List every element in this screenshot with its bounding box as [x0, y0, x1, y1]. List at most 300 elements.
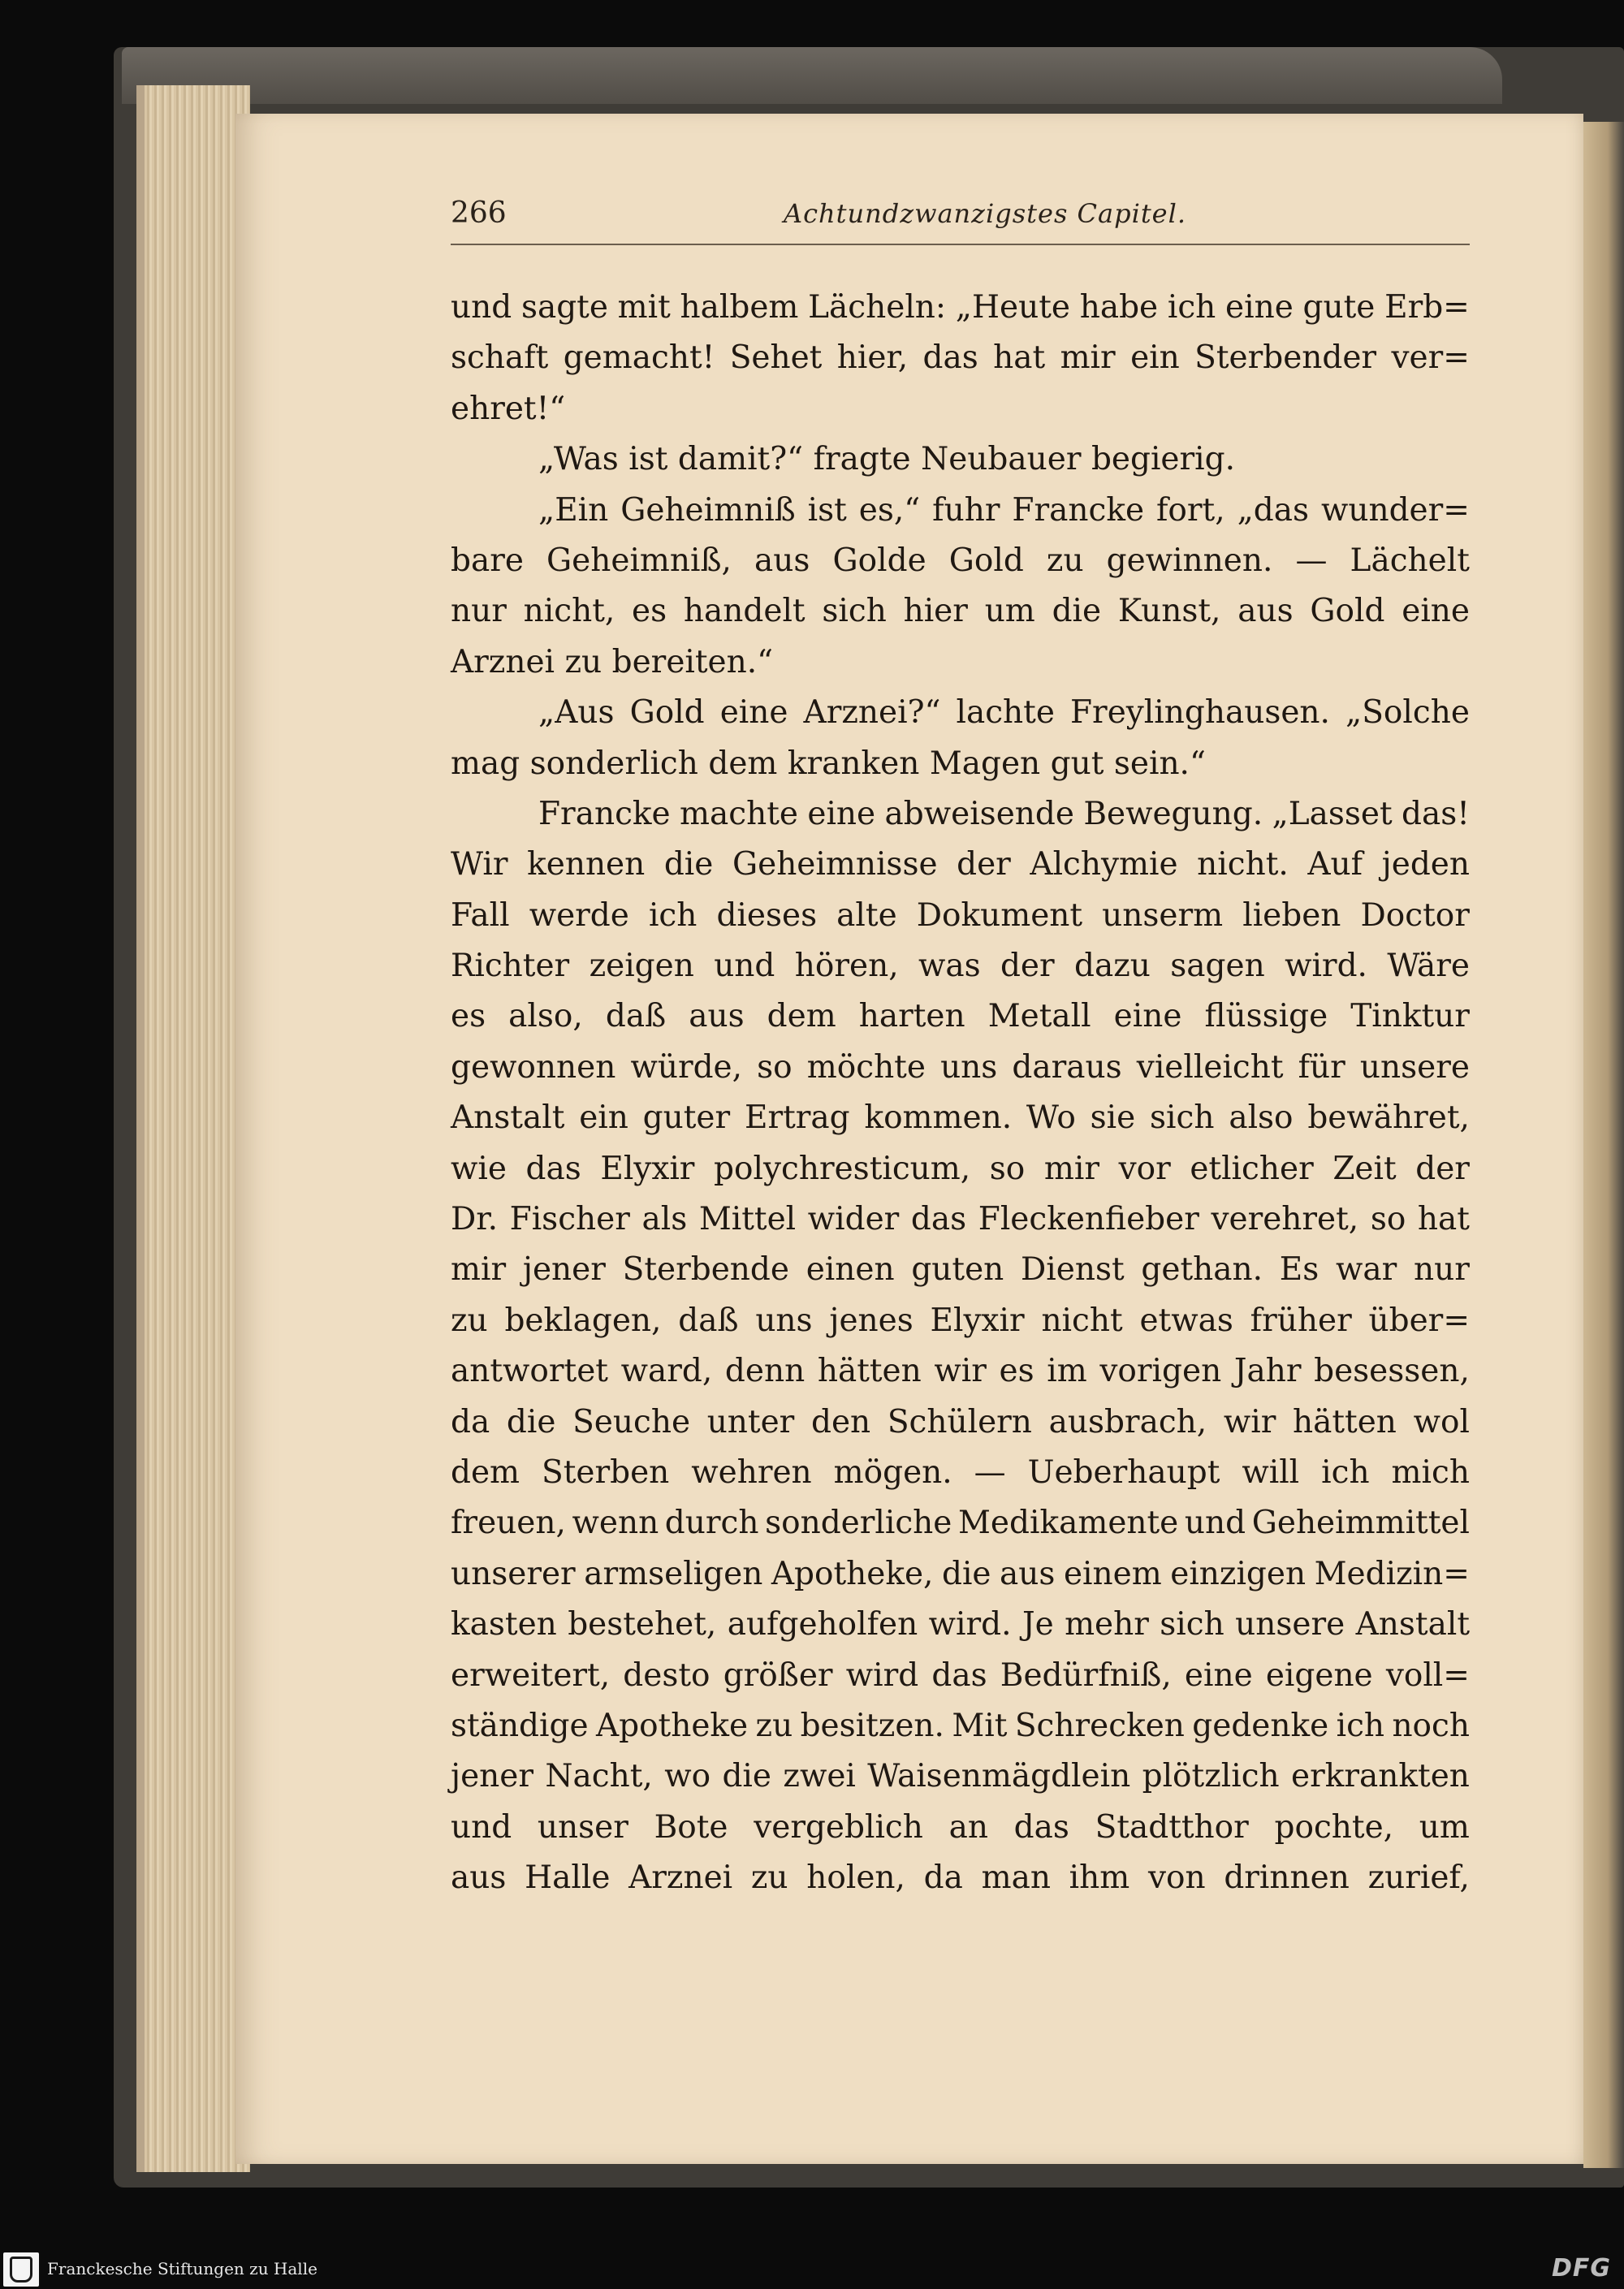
text-line: [451, 1549, 1470, 1600]
word: drinnen: [1224, 1859, 1350, 1897]
text-line: [451, 1346, 1470, 1397]
word: ich: [1321, 1453, 1370, 1491]
word: Geheimmittel: [1251, 1505, 1470, 1542]
text-line: [451, 1803, 1470, 1853]
word: „das: [1237, 491, 1310, 529]
word: den: [810, 1403, 871, 1440]
word: sich: [1160, 1606, 1224, 1643]
word: eine: [1113, 998, 1182, 1035]
word: unserm: [1102, 896, 1224, 934]
word: Dokument: [916, 896, 1083, 934]
word: Anstalt: [1355, 1606, 1470, 1643]
word: ein: [579, 1099, 628, 1137]
word: Arznei: [451, 643, 555, 680]
word: so: [757, 1048, 793, 1086]
word: mögen.: [833, 1453, 952, 1491]
word: vielleicht: [1136, 1048, 1284, 1086]
word: ver=: [1391, 339, 1470, 377]
word: sie: [1090, 1099, 1136, 1137]
word: es: [451, 998, 486, 1035]
word: Tinktur: [1350, 998, 1470, 1035]
word: Sterben: [542, 1453, 670, 1491]
word: ich: [1167, 289, 1216, 326]
text-line: [451, 333, 1470, 383]
word: Erb=: [1384, 289, 1470, 326]
word: besessen,: [1314, 1353, 1470, 1390]
word: hätten: [817, 1353, 922, 1390]
word: noch: [1392, 1707, 1470, 1744]
francke-foundations-logo-icon: [3, 2252, 39, 2287]
word: als: [641, 1201, 688, 1238]
word: gewinnen.: [1106, 542, 1273, 579]
word: kasten: [451, 1606, 557, 1643]
text-line: [451, 789, 1470, 840]
word: jenes: [829, 1302, 914, 1339]
word: will: [1242, 1453, 1300, 1491]
word: hat: [1417, 1201, 1470, 1238]
word: ich: [648, 896, 698, 934]
word: bewähret,: [1307, 1099, 1470, 1137]
word: das: [910, 1201, 967, 1238]
word: die: [663, 846, 714, 883]
word: so: [989, 1150, 1026, 1187]
word: ist: [628, 441, 668, 478]
word: daß: [605, 998, 667, 1035]
text-line: [451, 991, 1470, 1042]
word: es: [999, 1353, 1034, 1390]
word: vorigen: [1099, 1353, 1222, 1390]
word: also: [1229, 1099, 1294, 1137]
word: guter: [642, 1099, 731, 1137]
word: Freylinghausen.: [1069, 694, 1330, 732]
word: um: [1419, 1808, 1470, 1846]
word: etwas: [1139, 1302, 1233, 1339]
word: wol: [1413, 1403, 1470, 1440]
word: Apotheke: [595, 1707, 749, 1744]
word: ich: [1336, 1707, 1385, 1744]
word: Medizin=: [1314, 1555, 1470, 1592]
word: es: [632, 593, 667, 630]
word: wird.: [1285, 948, 1367, 985]
word: Wäre: [1387, 948, 1470, 985]
word: abweisende: [884, 795, 1074, 832]
word: zu: [750, 1859, 788, 1897]
word: beklagen,: [504, 1302, 662, 1339]
word: Bewegung.: [1083, 795, 1263, 832]
word: gedenke: [1192, 1707, 1329, 1744]
word: Fall: [451, 896, 510, 934]
word: mir: [451, 1251, 507, 1289]
word: Schülern: [887, 1403, 1032, 1440]
word: Dr.: [451, 1201, 499, 1238]
word: hat: [993, 339, 1046, 377]
word: plötzlich: [1142, 1758, 1280, 1795]
word: schaft: [451, 339, 549, 377]
word: Neubauer: [921, 441, 1082, 478]
word: unsere: [1359, 1048, 1470, 1086]
text-line: [451, 1194, 1470, 1245]
word: mich: [1391, 1453, 1470, 1491]
word: dem: [451, 1453, 520, 1491]
word: Es: [1279, 1251, 1320, 1289]
word: damit?“: [677, 441, 804, 478]
word: jeden: [1381, 846, 1470, 883]
text-line: [451, 586, 1470, 637]
word: Auf: [1307, 846, 1363, 883]
word: hören,: [794, 948, 899, 985]
word: es,“: [858, 491, 921, 529]
word: gewonnen: [451, 1048, 616, 1086]
word: holen,: [806, 1859, 905, 1897]
word: für: [1298, 1048, 1345, 1086]
word: von: [1147, 1859, 1206, 1897]
word: Wir: [451, 846, 508, 883]
word: wo: [664, 1758, 711, 1795]
word: wir: [934, 1353, 987, 1390]
word: uns: [940, 1048, 998, 1086]
word: sich: [1150, 1099, 1215, 1137]
word: sagte: [520, 289, 608, 326]
word: wird: [845, 1656, 919, 1694]
word: das: [922, 339, 978, 377]
word: uns: [755, 1302, 813, 1339]
word: wird.: [928, 1606, 1012, 1643]
word: Geheimniß: [620, 491, 796, 529]
word: Zeit: [1332, 1150, 1397, 1187]
word: würde,: [630, 1048, 743, 1086]
text-line: [451, 739, 1470, 789]
word: eine: [1402, 593, 1470, 630]
word: —: [1295, 542, 1328, 579]
word: jener: [451, 1758, 534, 1795]
word: Wo: [1026, 1099, 1076, 1137]
word: Schrecken: [1014, 1707, 1185, 1744]
word: Kunst,: [1117, 593, 1221, 630]
word: guten: [911, 1251, 1004, 1289]
word: Ueberhaupt: [1027, 1453, 1220, 1491]
word: vergeblich: [754, 1808, 923, 1846]
page-number: 266: [451, 197, 507, 230]
word: und: [1184, 1505, 1246, 1542]
word: zwei: [783, 1758, 856, 1795]
text-line: [451, 536, 1470, 586]
text-line: [451, 891, 1470, 941]
word: „Was: [538, 441, 619, 478]
word: unser: [537, 1808, 628, 1846]
word: mag: [451, 745, 520, 782]
word: bereiten.“: [611, 643, 774, 680]
word: das: [1013, 1808, 1069, 1846]
word: einen: [806, 1251, 895, 1289]
text-line: [451, 1043, 1470, 1093]
page-edges: [136, 85, 250, 2172]
word: Waisenmägdlein: [867, 1758, 1131, 1795]
word: unsere: [1235, 1606, 1345, 1643]
text-line: [451, 840, 1470, 890]
word: nicht: [1041, 1302, 1123, 1339]
text-line: [451, 1600, 1470, 1650]
word: Ertrag: [744, 1099, 850, 1137]
word: hier: [903, 593, 968, 630]
word: Sehet: [729, 339, 823, 377]
word: an: [948, 1808, 988, 1846]
word: so: [1370, 1201, 1406, 1238]
word: vor: [1118, 1150, 1171, 1187]
word: erweitert,: [451, 1656, 611, 1694]
footer-bar: [0, 2249, 1624, 2289]
word: gut: [1050, 745, 1104, 782]
word: gute: [1302, 289, 1376, 326]
word: dem: [708, 745, 778, 782]
word: aus: [451, 1859, 507, 1897]
word: Halle: [525, 1859, 611, 1897]
text-line: [451, 637, 1470, 688]
word: Fischer: [509, 1201, 630, 1238]
word: bestehet,: [568, 1606, 717, 1643]
text-line: [451, 1397, 1470, 1448]
word: Elyxir: [930, 1302, 1025, 1339]
word: um: [984, 593, 1035, 630]
running-head: [451, 195, 1470, 245]
footer-institution: Franckesche Stiftungen zu Halle: [47, 2259, 317, 2278]
word: unserer: [451, 1555, 576, 1592]
text-line: [451, 1853, 1470, 1903]
text-line: [451, 688, 1470, 738]
text-line: [451, 1701, 1470, 1751]
word: eine: [1184, 1656, 1253, 1694]
word: und: [714, 948, 775, 985]
chapter-title: Achtundzwanzigstes Capitel.: [784, 198, 1187, 229]
word: eigene: [1265, 1656, 1373, 1694]
word: bare: [451, 542, 524, 579]
word: gemacht!: [563, 339, 715, 377]
word: wunder=: [1320, 491, 1470, 529]
word: war: [1336, 1251, 1397, 1289]
word: das!: [1402, 795, 1470, 832]
word: pochte,: [1274, 1808, 1394, 1846]
word: Metall: [987, 998, 1091, 1035]
word: eine: [719, 694, 788, 732]
word: der: [957, 846, 1011, 883]
word: kranken: [787, 745, 920, 782]
word: Fleckenfieber: [978, 1201, 1199, 1238]
word: der: [1000, 948, 1055, 985]
word: Geheimniß,: [546, 542, 732, 579]
text-line: [451, 434, 1470, 485]
text-line: [451, 1245, 1470, 1295]
word: halbem: [680, 289, 799, 326]
word: Je: [1021, 1606, 1054, 1643]
page-right-edge: [1583, 122, 1624, 2168]
word: möchte: [806, 1048, 926, 1086]
word: Alchymie: [1030, 846, 1178, 883]
word: Stadtthor: [1095, 1808, 1249, 1846]
word: alte: [836, 896, 897, 934]
word: daraus: [1012, 1048, 1122, 1086]
word: hier,: [836, 339, 909, 377]
word: nicht.: [1197, 846, 1289, 883]
word: harten: [858, 998, 965, 1035]
word: verehret,: [1211, 1201, 1359, 1238]
word: Anstalt: [451, 1099, 565, 1137]
word: das: [931, 1656, 987, 1694]
word: aufgeholfen: [727, 1606, 918, 1643]
word: freuen,: [451, 1505, 566, 1542]
word: aus: [1000, 1555, 1056, 1592]
word: Arznei: [628, 1859, 733, 1897]
text-line: [451, 1498, 1470, 1548]
word: die: [506, 1403, 556, 1440]
word: da: [923, 1859, 963, 1897]
word: fragte: [813, 441, 911, 478]
word: und: [451, 289, 512, 326]
word: Sterbender: [1194, 339, 1377, 377]
word: ehret!“: [451, 390, 566, 427]
word: —: [974, 1453, 1006, 1491]
word: Gold: [1310, 593, 1385, 630]
word: dem: [767, 998, 836, 1035]
word: zu: [451, 1302, 488, 1339]
word: und: [451, 1808, 512, 1846]
text-line: [451, 941, 1470, 991]
word: wider: [807, 1201, 900, 1238]
word: werde: [529, 896, 629, 934]
word: kommen.: [864, 1099, 1013, 1137]
word: Arznei?“: [803, 694, 941, 732]
word: aus: [754, 542, 810, 579]
word: einzigen: [1170, 1555, 1307, 1592]
text-line: [451, 1448, 1470, 1498]
word: Francke: [538, 795, 671, 832]
word: Seuche: [572, 1403, 691, 1440]
text-line: [451, 1751, 1470, 1802]
word: nur: [1414, 1251, 1470, 1289]
word: Francke: [1012, 491, 1145, 529]
word: zurief,: [1367, 1859, 1470, 1897]
word: wehren: [691, 1453, 812, 1491]
dfg-logo: DFG: [1551, 2254, 1611, 2283]
word: also,: [508, 998, 583, 1035]
word: dieses: [716, 896, 818, 934]
word: mehr: [1065, 1606, 1149, 1643]
word: fort,: [1156, 491, 1225, 529]
word: sonderlich: [529, 745, 698, 782]
word: „Ein: [538, 491, 609, 529]
word: „Heute: [955, 289, 1070, 326]
word: eine: [807, 795, 876, 832]
word: ihm: [1069, 1859, 1130, 1897]
word: was: [918, 948, 981, 985]
word: antwortet: [451, 1353, 608, 1390]
word: einem: [1063, 1555, 1162, 1592]
word: der: [1415, 1150, 1470, 1187]
word: lachte: [956, 694, 1055, 732]
word: mit: [617, 289, 671, 326]
word: polychresticum,: [714, 1150, 971, 1187]
word: desto: [623, 1656, 710, 1694]
word: kennen: [527, 846, 646, 883]
text-line: [451, 486, 1470, 536]
text-line: [451, 1093, 1470, 1143]
word: zu: [755, 1707, 793, 1744]
word: Nacht,: [545, 1758, 653, 1795]
word: Mit: [952, 1707, 1008, 1744]
text-line: [451, 384, 1470, 434]
word: wie: [451, 1150, 507, 1187]
word: Medikamente: [958, 1505, 1179, 1542]
word: jener: [522, 1251, 606, 1289]
word: handelt: [683, 593, 806, 630]
word: wenn: [572, 1505, 659, 1542]
word: das: [525, 1150, 581, 1187]
word: machte: [680, 795, 798, 832]
word: ständige: [451, 1707, 589, 1744]
word: Bedürfniß,: [1000, 1656, 1172, 1694]
word: dazu: [1074, 948, 1151, 985]
word: daß: [678, 1302, 739, 1339]
word: armseligen: [584, 1555, 763, 1592]
word: etlicher: [1190, 1150, 1314, 1187]
text-line: [451, 1651, 1470, 1701]
word: voll=: [1385, 1656, 1470, 1694]
text-line: [451, 1296, 1470, 1346]
word: sich: [822, 593, 887, 630]
word: Elyxir: [600, 1150, 695, 1187]
word: sonderliche: [765, 1505, 952, 1542]
book-cover-top: [122, 47, 1502, 104]
word: die: [941, 1555, 991, 1592]
word: Dienst: [1021, 1251, 1125, 1289]
word: denn: [724, 1353, 806, 1390]
word: eine: [1225, 289, 1294, 326]
word: unter: [706, 1403, 795, 1440]
word: Bote: [654, 1808, 728, 1846]
word: Sterbende: [622, 1251, 789, 1289]
word: früher: [1250, 1302, 1352, 1339]
word: sein.“: [1113, 745, 1206, 782]
word: erkrankten: [1291, 1758, 1470, 1795]
word: nur: [451, 593, 507, 630]
word: die: [722, 1758, 771, 1795]
word: ist: [807, 491, 847, 529]
word: sagen: [1170, 948, 1265, 985]
body-text: [451, 283, 1470, 1904]
word: aus: [1237, 593, 1294, 630]
word: ein: [1130, 339, 1180, 377]
word: im: [1047, 1353, 1087, 1390]
word: „Lasset: [1272, 795, 1393, 832]
word: aus: [689, 998, 745, 1035]
word: Golde: [832, 542, 926, 579]
text-line: [451, 1144, 1470, 1194]
word: begierig.: [1091, 441, 1235, 478]
word: nicht,: [523, 593, 615, 630]
word: Gold: [948, 542, 1024, 579]
word: fuhr: [932, 491, 1000, 529]
word: zeigen: [589, 948, 694, 985]
word: Richter: [451, 948, 570, 985]
word: Magen: [929, 745, 1041, 782]
word: man: [981, 1859, 1051, 1897]
word: durch: [664, 1505, 759, 1542]
word: besitzen.: [800, 1707, 944, 1744]
word: ausbrach,: [1048, 1403, 1207, 1440]
word: Gold: [629, 694, 705, 732]
word: gethan.: [1141, 1251, 1263, 1289]
word: die: [1052, 593, 1102, 630]
word: Apotheke,: [771, 1555, 934, 1592]
word: Lächelt: [1350, 542, 1470, 579]
